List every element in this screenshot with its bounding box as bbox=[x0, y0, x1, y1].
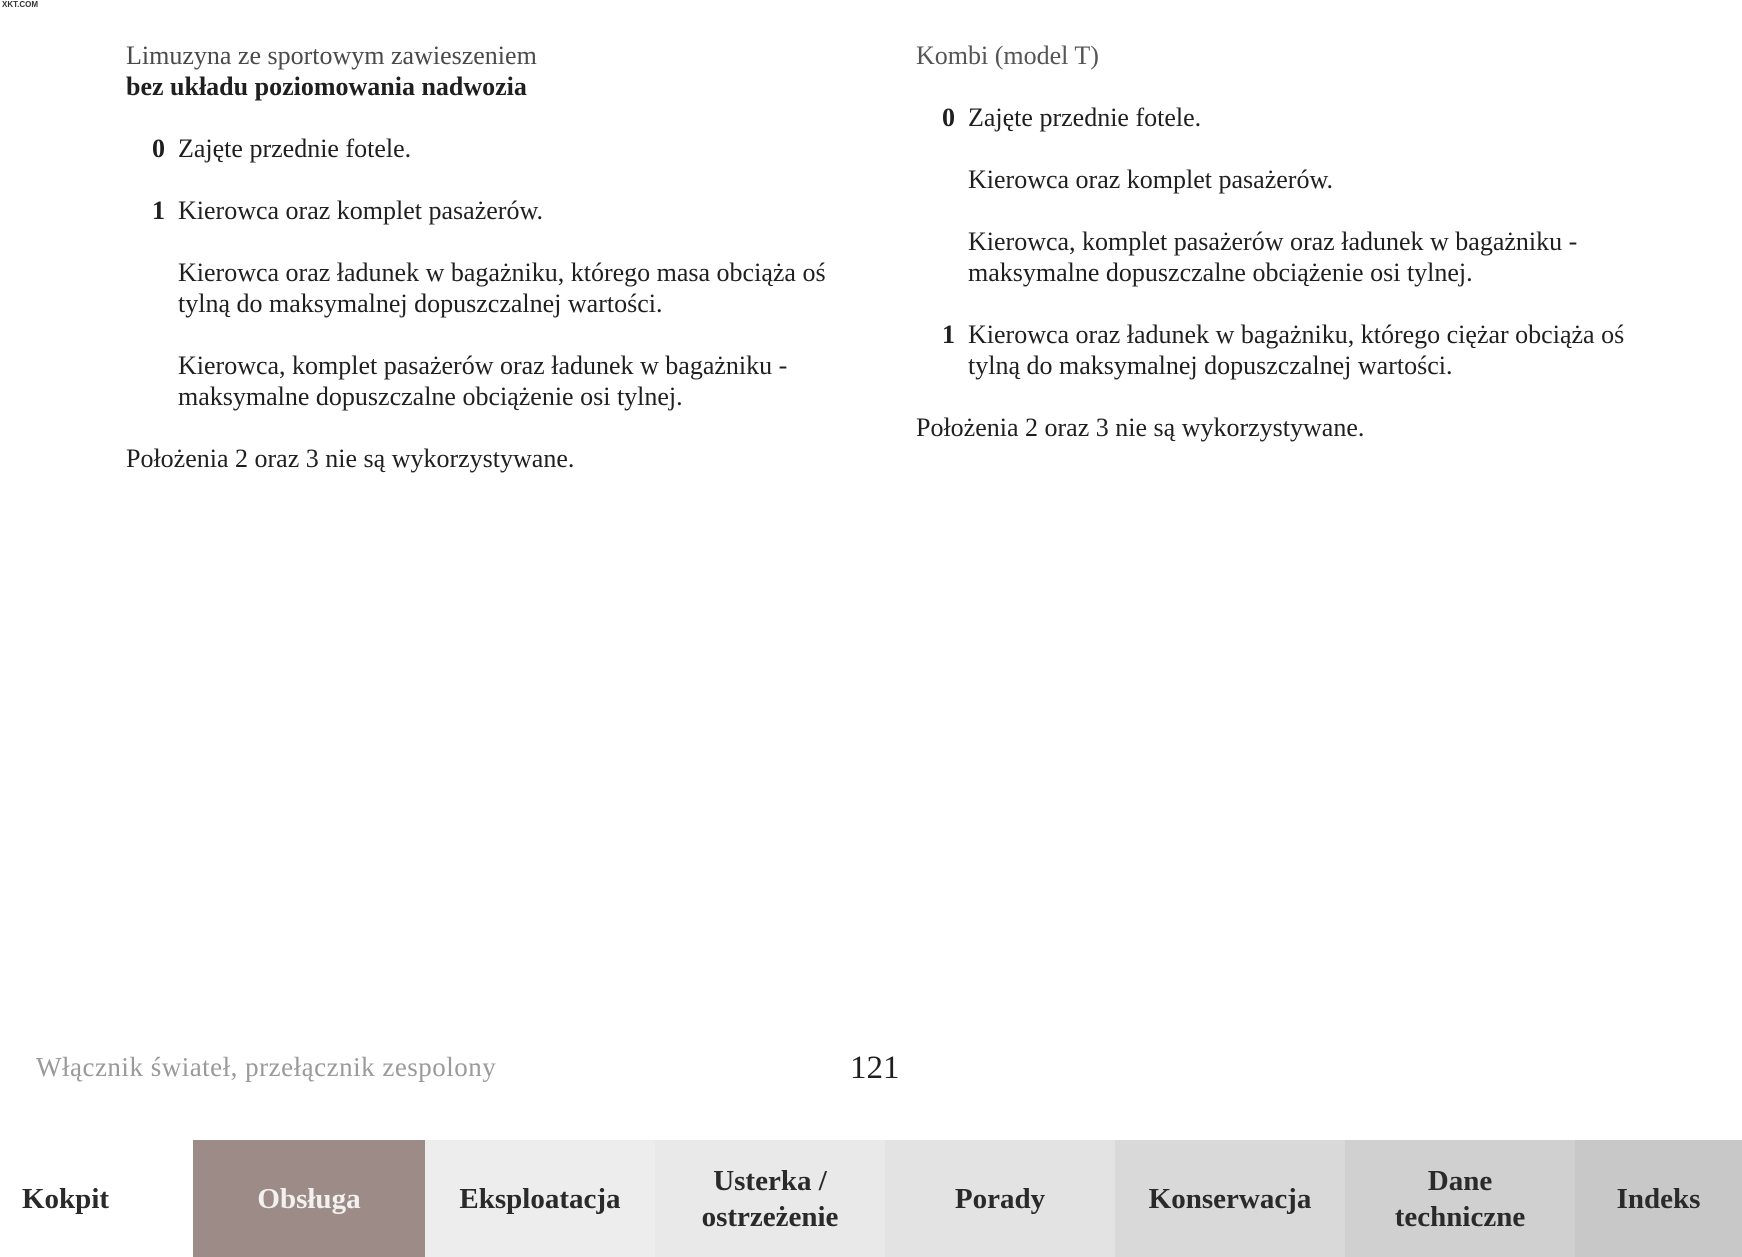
right-heading: Kombi (model T) bbox=[916, 41, 1099, 70]
tab-label: Porady bbox=[954, 1182, 1046, 1215]
tab-konserwacja[interactable] bbox=[1115, 1140, 1345, 1257]
right-column bbox=[916, 40, 1676, 443]
right-note: Położenia 2 oraz 3 nie są wykorzystywane. bbox=[916, 413, 1365, 442]
item-number: 0 bbox=[152, 134, 165, 163]
tab-label-line2: techniczne bbox=[1394, 1200, 1526, 1233]
watermark: XKT.COM bbox=[2, 0, 38, 9]
tab-label-line2: ostrzeżenie bbox=[701, 1200, 839, 1233]
left-heading-line1: Limuzyna ze sportowym zawieszeniem bbox=[126, 41, 537, 70]
item-number: 1 bbox=[942, 320, 955, 349]
tab-eksploatacja[interactable] bbox=[425, 1140, 655, 1257]
tab-porady[interactable] bbox=[885, 1140, 1115, 1257]
tab-label: Eksploatacja bbox=[459, 1182, 621, 1215]
item-number: 1 bbox=[152, 196, 165, 225]
tab-label-line1: Usterka / bbox=[713, 1164, 827, 1197]
tab-label: Indeks bbox=[1616, 1182, 1701, 1215]
item-number: 0 bbox=[942, 103, 955, 132]
tab-obsluga[interactable] bbox=[193, 1140, 425, 1257]
tab-indeks[interactable] bbox=[1575, 1140, 1742, 1257]
left-paragraph-1: Kierowca oraz ładunek w bagażniku, którego masa obciąża oś tylną do maksymalnej dopuszczalnej wartości. bbox=[178, 258, 826, 318]
left-paragraph-2: Kierowca, komplet pasażerów oraz ładunek w bagażniku - maksymalne dopuszczalne obciążenie osi tylnej. bbox=[178, 351, 788, 411]
tab-label-line1: Dane bbox=[1427, 1164, 1493, 1197]
tab-label: Konserwacja bbox=[1148, 1182, 1312, 1215]
tab-dane-techniczne[interactable] bbox=[1345, 1140, 1575, 1257]
right-paragraph-1: Kierowca oraz komplet pasażerów. bbox=[968, 165, 1334, 194]
left-item-0 bbox=[126, 133, 886, 164]
left-note: Położenia 2 oraz 3 nie są wykorzystywane. bbox=[126, 444, 575, 473]
page-number: 121 bbox=[850, 1050, 900, 1086]
item-text: Zajęte przednie fotele. bbox=[178, 134, 412, 163]
footer-section-title: Włącznik świateł, przełącznik zespolony bbox=[36, 1052, 497, 1082]
right-paragraph-2: Kierowca, komplet pasażerów oraz ładunek w bagażniku - maksymalne dopuszczalne obciążenie osi tylnej. bbox=[968, 227, 1578, 287]
tab-kokpit[interactable] bbox=[0, 1140, 193, 1257]
right-item-1 bbox=[916, 319, 1648, 381]
tab-label: Kokpit bbox=[22, 1182, 110, 1215]
left-column bbox=[126, 40, 886, 474]
item-text: Zajęte przednie fotele. bbox=[968, 103, 1202, 132]
item-text: Kierowca oraz komplet pasażerów. bbox=[178, 196, 544, 225]
tab-usterka-ostrzezenie[interactable] bbox=[655, 1140, 885, 1257]
left-heading-line2: bez układu poziomowania nadwozia bbox=[126, 72, 527, 101]
item-text: Kierowca oraz ładunek w bagażniku, którego ciężar obciąża oś tylną do maksymalnej dopuszczalnej wartości. bbox=[968, 320, 1625, 380]
tab-label: Obsługa bbox=[257, 1182, 361, 1215]
right-item-0 bbox=[916, 102, 1676, 133]
left-item-1 bbox=[126, 195, 886, 226]
section-tab-bar bbox=[0, 1140, 1742, 1257]
